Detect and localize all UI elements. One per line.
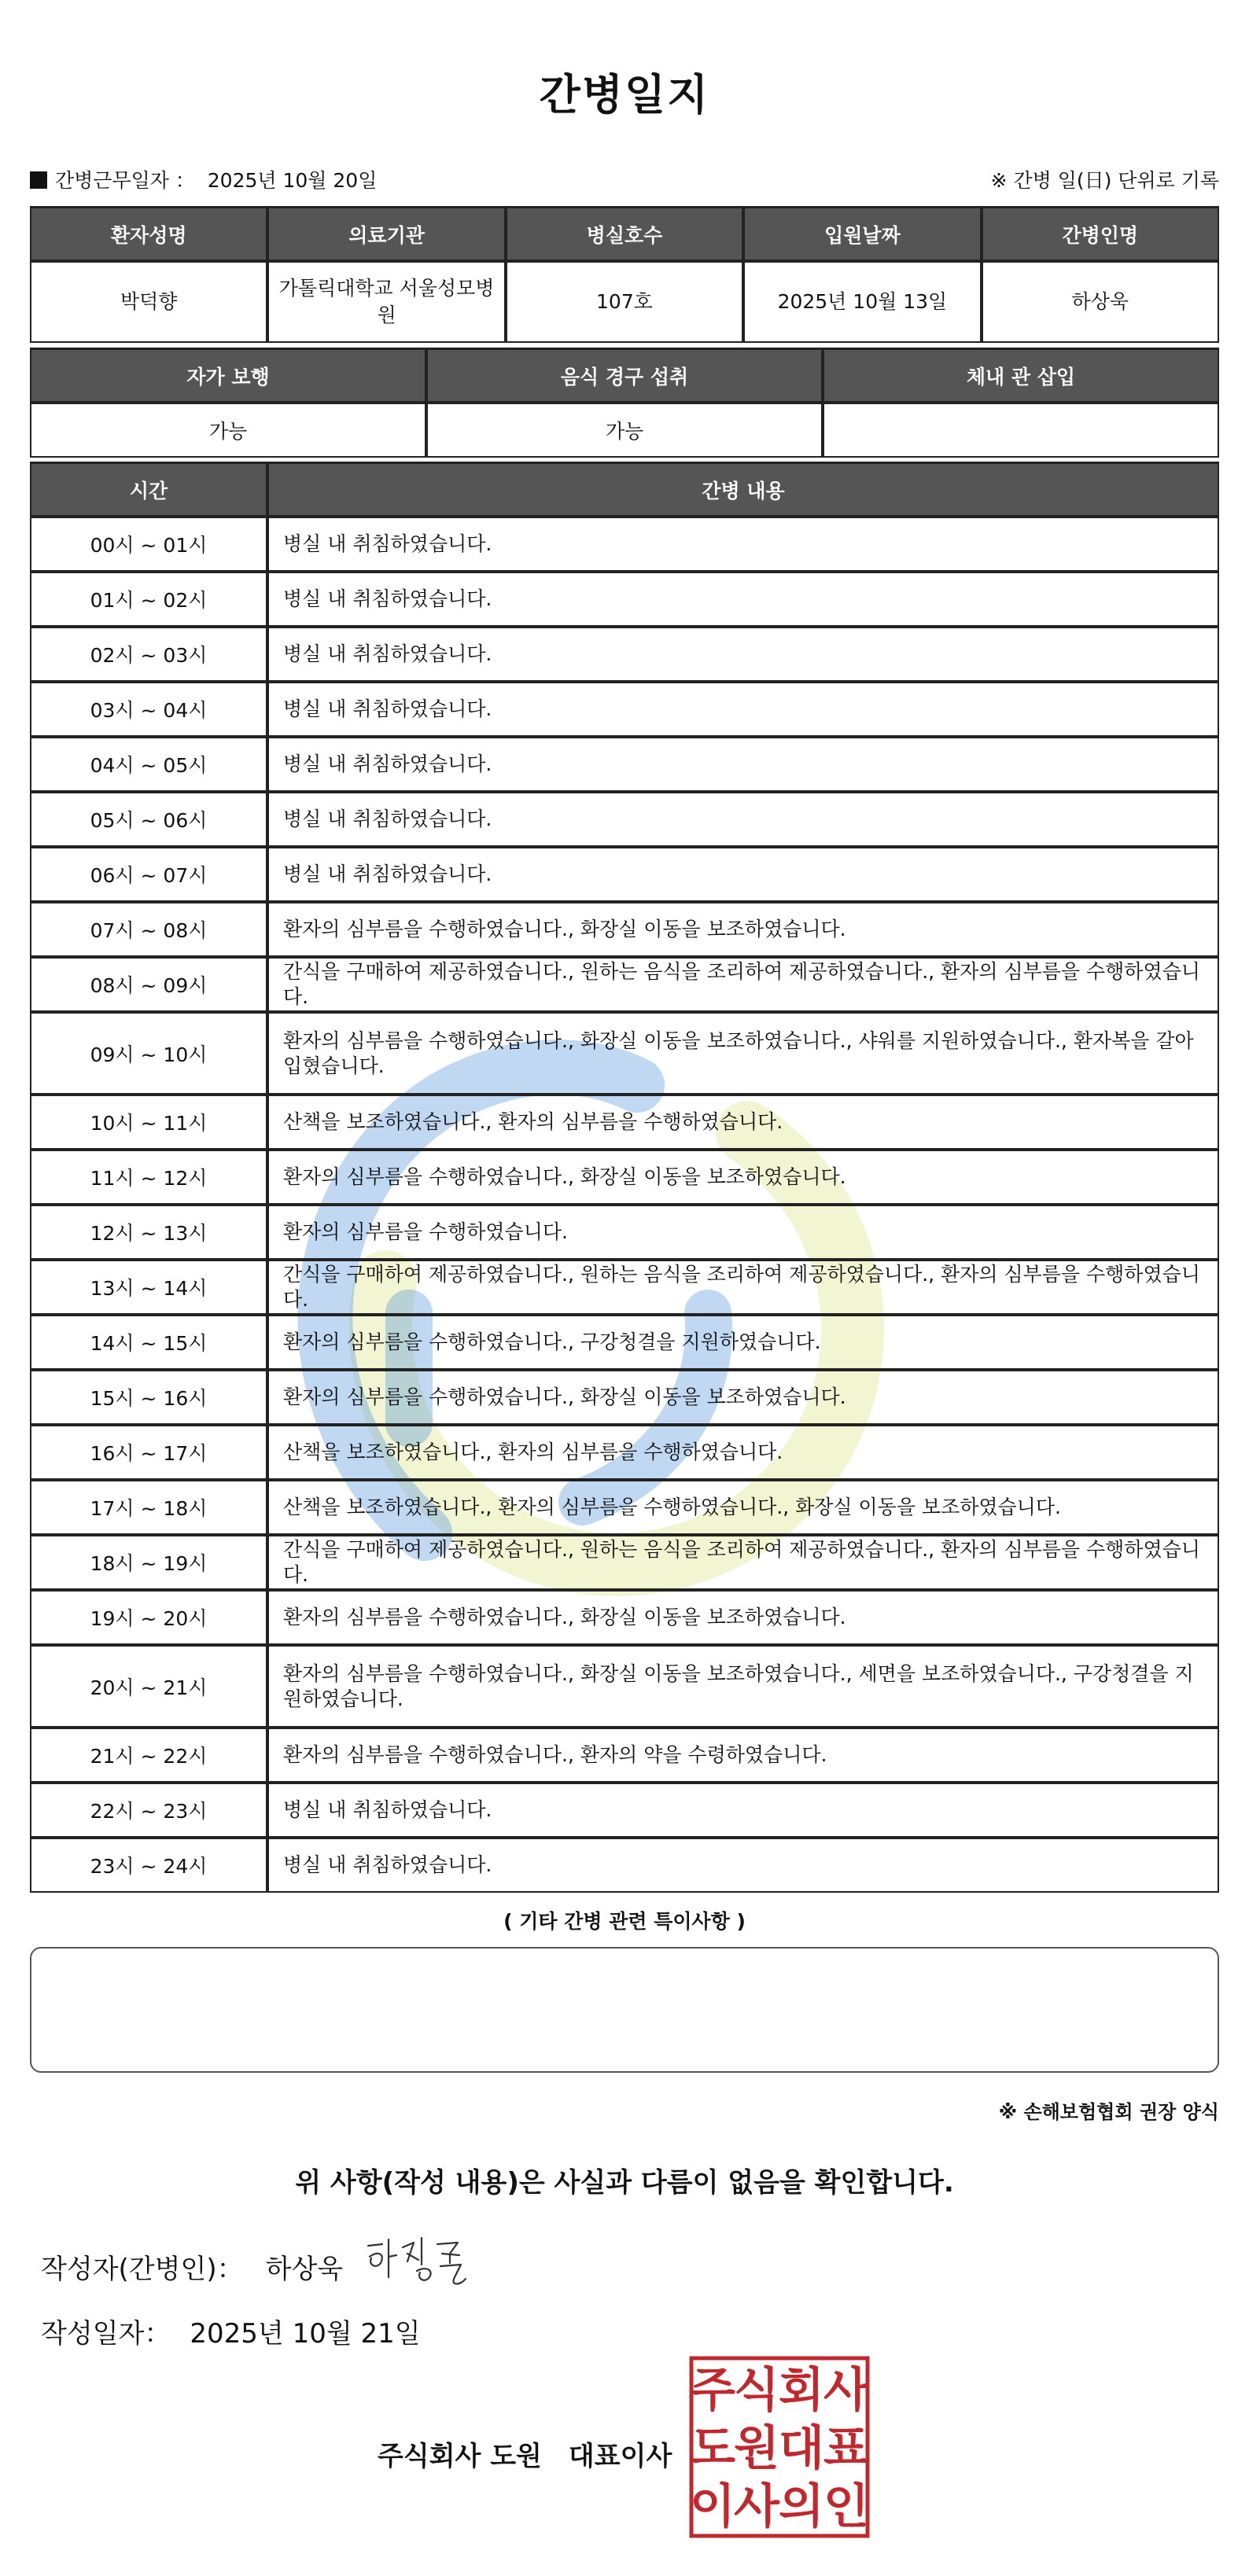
room-number: 107호 <box>506 261 743 343</box>
log-content: 환자의 심부름을 수행하였습니다., 화장실 이동을 보조하였습니다., 샤워를 지원하였습니다., 환자복을 갈아입혔습니다. <box>267 1012 1219 1095</box>
svg-text:사: 사 <box>734 2479 779 2534</box>
log-time: 00시 ~ 01시 <box>30 517 267 572</box>
company-name: 주식회사 도원 <box>378 2441 542 2472</box>
log-time: 01시 ~ 02시 <box>30 572 267 627</box>
log-content: 환자의 심부름을 수행하였습니다., 화장실 이동을 보조하였습니다. <box>267 902 1219 957</box>
svg-text:이: 이 <box>690 2479 735 2534</box>
table-row <box>30 847 1219 902</box>
table-row <box>30 737 1219 792</box>
header-admission-date: 입원날짜 <box>743 206 981 261</box>
svg-text:대: 대 <box>779 2421 824 2476</box>
table-row <box>30 627 1219 682</box>
table-row <box>30 1315 1219 1370</box>
log-time: 22시 ~ 23시 <box>30 1783 267 1838</box>
header-time: 시간 <box>30 462 267 517</box>
meta-row <box>30 165 1219 197</box>
log-content: 병실 내 취침하였습니다. <box>267 792 1219 847</box>
header-room: 병실호수 <box>506 206 743 261</box>
form-source-note: ※ 손해보험협회 권장 양식 <box>998 2101 1219 2123</box>
log-time: 15시 ~ 16시 <box>30 1370 267 1425</box>
patient-info-value-row <box>30 261 1219 343</box>
log-time: 03시 ~ 04시 <box>30 682 267 737</box>
log-time: 21시 ~ 22시 <box>30 1728 267 1783</box>
log-time: 23시 ~ 24시 <box>30 1838 267 1893</box>
svg-text:의: 의 <box>779 2479 824 2534</box>
hospital-name: 가톨릭대학교 서울성모병원 <box>267 261 505 343</box>
log-content: 환자의 심부름을 수행하였습니다., 환자의 약을 수령하였습니다. <box>267 1728 1219 1783</box>
log-content: 병실 내 취침하였습니다. <box>267 627 1219 682</box>
table-row <box>30 902 1219 957</box>
table-row <box>30 1838 1219 1893</box>
log-content: 병실 내 취침하였습니다. <box>267 572 1219 627</box>
caregiver-name: 하상욱 <box>982 261 1219 343</box>
table-row <box>30 682 1219 737</box>
log-content: 환자의 심부름을 수행하였습니다., 화장실 이동을 보조하였습니다. <box>267 1150 1219 1205</box>
log-time: 19시 ~ 20시 <box>30 1590 267 1645</box>
company-signature-line <box>378 2434 672 2473</box>
handwritten-signature <box>362 2230 472 2293</box>
care-log-header-row <box>30 462 1219 517</box>
square-bullet-icon <box>30 171 47 189</box>
patient-status-header-row <box>30 348 1219 403</box>
log-time: 07시 ~ 08시 <box>30 902 267 957</box>
table-row <box>30 1783 1219 1838</box>
table-row <box>30 792 1219 847</box>
tube-insertion-value <box>823 403 1219 458</box>
work-date <box>30 165 377 193</box>
header-hospital: 의료기관 <box>267 206 505 261</box>
writer-name: 하상욱 <box>265 2254 344 2285</box>
log-time: 16시 ~ 17시 <box>30 1425 267 1480</box>
table-row <box>30 1480 1219 1535</box>
svg-text:인: 인 <box>823 2479 869 2534</box>
svg-text:식: 식 <box>734 2363 779 2418</box>
header-tube-insertion: 체내 관 삽입 <box>823 348 1219 403</box>
table-row <box>30 957 1219 1012</box>
record-unit-note: ※ 간병 일(日) 단위로 기록 <box>990 169 1219 192</box>
log-content: 간식을 구매하여 제공하였습니다., 원하는 음식을 조리하여 제공하였습니다., 환자의 심부름을 수행하였습니다. <box>267 957 1219 1012</box>
written-date-line <box>41 2312 421 2350</box>
admission-date: 2025년 10월 13일 <box>743 261 981 343</box>
table-row <box>30 1425 1219 1480</box>
log-time: 20시 ~ 21시 <box>30 1645 267 1728</box>
patient-status-value-row <box>30 403 1219 458</box>
company-seal <box>689 2356 870 2538</box>
log-content: 간식을 구매하여 제공하였습니다., 원하는 음식을 조리하여 제공하였습니다., 환자의 심부름을 수행하였습니다. <box>267 1260 1219 1315</box>
log-time: 11시 ~ 12시 <box>30 1150 267 1205</box>
log-time: 13시 ~ 14시 <box>30 1260 267 1315</box>
svg-text:도: 도 <box>690 2421 735 2476</box>
log-content: 병실 내 취침하였습니다. <box>267 1783 1219 1838</box>
log-content: 병실 내 취침하였습니다. <box>267 1838 1219 1893</box>
written-date-value: 2025년 10월 21일 <box>190 2318 421 2350</box>
table-row <box>30 1728 1219 1783</box>
care-log-table <box>30 462 1219 1893</box>
log-content: 환자의 심부름을 수행하였습니다., 화장실 이동을 보조하였습니다., 세면을 보조하였습니다., 구강청결을 지원하였습니다. <box>267 1645 1219 1728</box>
work-date-label: 간병근무일자 ： <box>55 169 195 192</box>
log-content: 환자의 심부름을 수행하였습니다., 화장실 이동을 보조하였습니다. <box>267 1370 1219 1425</box>
log-content: 병실 내 취침하였습니다. <box>267 737 1219 792</box>
log-content: 산책을 보조하였습니다., 환자의 심부름을 수행하였습니다., 화장실 이동을 보조하였습니다. <box>267 1480 1219 1535</box>
page-title: 간병일지 <box>539 70 710 120</box>
log-time: 09시 ~ 10시 <box>30 1012 267 1095</box>
log-time: 02시 ~ 03시 <box>30 627 267 682</box>
header-patient-name: 환자성명 <box>30 206 267 261</box>
log-time: 18시 ~ 19시 <box>30 1535 267 1590</box>
patient-status-table <box>30 348 1219 458</box>
log-time: 10시 ~ 11시 <box>30 1095 267 1150</box>
oral-intake-value: 가능 <box>426 403 823 458</box>
log-content: 병실 내 취침하였습니다. <box>267 847 1219 902</box>
log-content: 환자의 심부름을 수행하였습니다., 화장실 이동을 보조하였습니다. <box>267 1590 1219 1645</box>
writer-label: 작성자(간병인)： <box>41 2254 244 2285</box>
table-row <box>30 1095 1219 1150</box>
special-notes-title: ( 기타 간병 관련 특이사항 ) <box>503 1910 746 1933</box>
header-self-walking: 자가 보행 <box>30 348 426 403</box>
table-row <box>30 1150 1219 1205</box>
table-row <box>30 1645 1219 1728</box>
header-oral-intake: 음식 경구 섭취 <box>426 348 823 403</box>
special-notes-box <box>30 1947 1219 2073</box>
table-row <box>30 1012 1219 1095</box>
table-row <box>30 572 1219 627</box>
patient-info-header-row <box>30 206 1219 261</box>
patient-name: 박덕향 <box>30 261 267 343</box>
table-row <box>30 1370 1219 1425</box>
representative-title: 대표이사 <box>568 2441 672 2472</box>
table-row <box>30 1205 1219 1260</box>
header-caregiver: 간병인명 <box>982 206 1219 261</box>
table-row <box>30 1535 1219 1590</box>
work-date-value: 2025년 10월 20일 <box>207 169 378 192</box>
svg-text:원: 원 <box>734 2421 779 2476</box>
table-row <box>30 1260 1219 1315</box>
log-time: 14시 ~ 15시 <box>30 1315 267 1370</box>
self-walking-value: 가능 <box>30 403 426 458</box>
header-care-content: 간병 내용 <box>267 462 1219 517</box>
log-content: 산책을 보조하였습니다., 환자의 심부름을 수행하였습니다. <box>267 1425 1219 1480</box>
log-content: 산책을 보조하였습니다., 환자의 심부름을 수행하였습니다. <box>267 1095 1219 1150</box>
log-time: 12시 ~ 13시 <box>30 1205 267 1260</box>
log-time: 04시 ~ 05시 <box>30 737 267 792</box>
svg-text:주: 주 <box>690 2363 735 2418</box>
log-time: 17시 ~ 18시 <box>30 1480 267 1535</box>
svg-text:회: 회 <box>779 2363 824 2418</box>
log-time: 06시 ~ 07시 <box>30 847 267 902</box>
patient-info-table <box>30 206 1219 343</box>
written-date-label: 작성일자： <box>41 2318 171 2350</box>
log-content: 환자의 심부름을 수행하였습니다., 구강청결을 지원하였습니다. <box>267 1315 1219 1370</box>
log-content: 환자의 심부름을 수행하였습니다. <box>267 1205 1219 1260</box>
log-time: 08시 ~ 09시 <box>30 957 267 1012</box>
svg-text:사: 사 <box>823 2363 869 2418</box>
svg-text:표: 표 <box>823 2421 869 2476</box>
log-content: 간식을 구매하여 제공하였습니다., 원하는 음식을 조리하여 제공하였습니다., 환자의 심부름을 수행하였습니다. <box>267 1535 1219 1590</box>
confirmation-statement: 위 사항(작성 내용)은 사실과 다름이 없음을 확인합니다. <box>295 2167 954 2199</box>
log-content: 병실 내 취침하였습니다. <box>267 517 1219 572</box>
writer-line <box>41 2247 343 2286</box>
log-time: 05시 ~ 06시 <box>30 792 267 847</box>
table-row <box>30 1590 1219 1645</box>
table-row <box>30 517 1219 572</box>
log-content: 병실 내 취침하였습니다. <box>267 682 1219 737</box>
